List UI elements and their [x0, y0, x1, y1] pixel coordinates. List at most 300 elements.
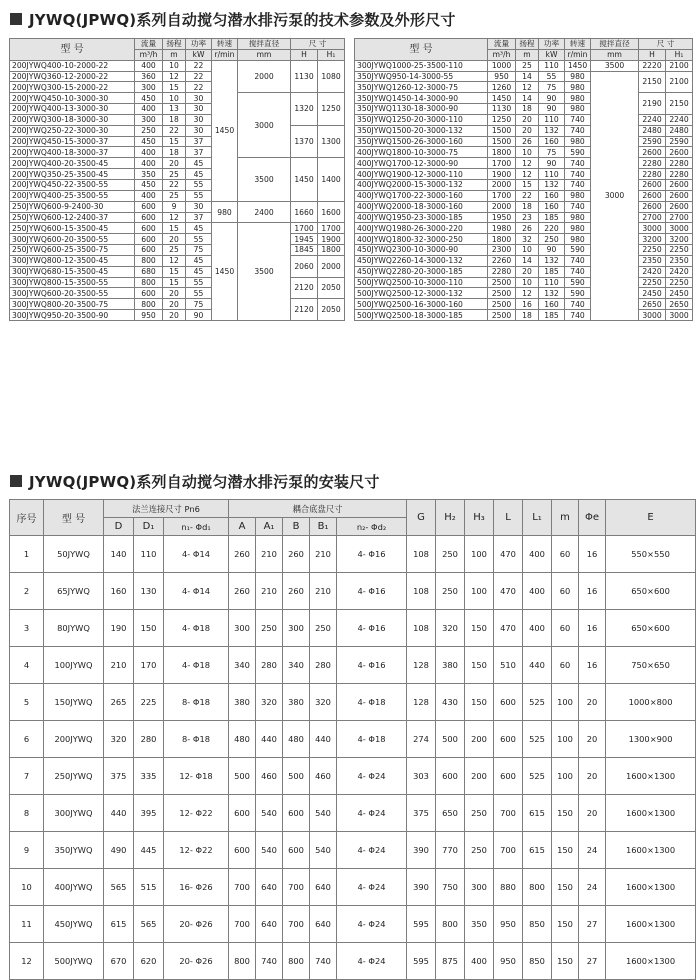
size-H-cell: 2600 — [639, 190, 666, 201]
G-cell: 390 — [407, 832, 436, 869]
model-cell: 350JYWQ — [44, 832, 104, 869]
H3-cell: 200 — [465, 721, 494, 758]
L-cell: 950 — [494, 906, 523, 943]
L-cell: 600 — [494, 721, 523, 758]
A1-cell: 740 — [256, 943, 283, 980]
H2-cell: 600 — [436, 758, 465, 795]
table-row — [10, 245, 345, 256]
col-A1: A₁ — [256, 518, 283, 536]
D1-cell: 445 — [134, 832, 164, 869]
flow-cell: 1250 — [488, 114, 516, 125]
col-H: H — [291, 49, 318, 60]
H3-cell: 250 — [465, 832, 494, 869]
D1-cell: 280 — [134, 721, 164, 758]
H3-cell: 250 — [465, 795, 494, 832]
model-cell: 200JYWQ450-10-3000-30 — [10, 93, 135, 104]
B1-cell: 440 — [310, 721, 337, 758]
A-cell: 800 — [229, 943, 256, 980]
flow-cell: 2000 — [488, 201, 516, 212]
phie-cell: 16 — [579, 536, 606, 573]
H2-cell: 800 — [436, 906, 465, 943]
L1-cell: 850 — [523, 906, 552, 943]
head-cell: 14 — [516, 255, 539, 266]
size-H1-cell: 2350 — [666, 255, 693, 266]
speed-cell: 980 — [565, 82, 591, 93]
size-H-cell: 1450 — [291, 158, 318, 201]
head-cell: 12 — [516, 169, 539, 180]
flow-cell: 400 — [135, 158, 163, 169]
size-H1-cell: 1700 — [318, 223, 345, 234]
size-H1-cell: 2590 — [666, 136, 693, 147]
size-H-cell: 2280 — [639, 169, 666, 180]
power-cell: 90 — [539, 93, 565, 104]
speed-cell: 740 — [565, 169, 591, 180]
col-H1: H₁ — [318, 49, 345, 60]
speed-cell: 980 — [212, 201, 238, 223]
size-H-cell: 1320 — [291, 93, 318, 126]
power-cell: 160 — [539, 190, 565, 201]
stir-diameter-cell: 2400 — [238, 201, 291, 223]
flow-cell: 2280 — [488, 266, 516, 277]
unit-power: kW — [539, 49, 565, 60]
head-cell: 9 — [163, 201, 186, 212]
B-cell: 600 — [283, 795, 310, 832]
E-cell: 1600×1300 — [606, 832, 696, 869]
table-row — [10, 93, 345, 104]
no-cell: 9 — [10, 832, 44, 869]
model-cell: 350JYWQ1500-20-3000-132 — [355, 125, 488, 136]
size-H-cell: 2590 — [639, 136, 666, 147]
power-cell: 30 — [186, 125, 212, 136]
model-cell: 450JYWQ2280-20-3000-185 — [355, 266, 488, 277]
table-row — [10, 234, 345, 245]
L1-cell: 615 — [523, 832, 552, 869]
power-cell: 132 — [539, 288, 565, 299]
power-cell: 110 — [539, 60, 565, 71]
n1-cell: 16- Φ26 — [164, 869, 229, 906]
table-row — [10, 943, 696, 980]
table-row — [10, 255, 345, 266]
D-cell: 140 — [104, 536, 134, 573]
table-row — [355, 288, 693, 299]
head-cell: 14 — [516, 71, 539, 82]
model-cell: 200JYWQ400-10-2000-22 — [10, 60, 135, 71]
B-cell: 700 — [283, 869, 310, 906]
size-H-cell: 2250 — [639, 277, 666, 288]
model-cell: 400JYWQ1800-32-3000-250 — [355, 234, 488, 245]
A1-cell: 320 — [256, 684, 283, 721]
E-cell: 1600×1300 — [606, 869, 696, 906]
size-H-cell: 3000 — [639, 310, 666, 321]
model-cell: 300JYWQ800-12-3500-45 — [10, 255, 135, 266]
speed-cell: 590 — [565, 288, 591, 299]
flow-cell: 950 — [135, 310, 163, 321]
size-H-cell: 2220 — [639, 60, 666, 71]
E-cell: 1600×1300 — [606, 906, 696, 943]
D1-cell: 515 — [134, 869, 164, 906]
n1-cell: 8- Φ18 — [164, 684, 229, 721]
model-cell: 500JYWQ — [44, 943, 104, 980]
flow-cell: 600 — [135, 212, 163, 223]
speed-cell: 740 — [565, 255, 591, 266]
head-cell: 20 — [163, 234, 186, 245]
phie-cell: 27 — [579, 906, 606, 943]
speed-cell: 590 — [565, 245, 591, 256]
H2-cell: 380 — [436, 647, 465, 684]
D1-cell: 170 — [134, 647, 164, 684]
size-H-cell: 2240 — [639, 114, 666, 125]
size-H1-cell: 1300 — [318, 125, 345, 158]
unit-head: m — [516, 49, 539, 60]
phie-cell: 16 — [579, 573, 606, 610]
model-cell: 200JYWQ300-15-2000-22 — [10, 82, 135, 93]
L1-cell: 850 — [523, 943, 552, 980]
flow-cell: 800 — [135, 255, 163, 266]
flow-cell: 2500 — [488, 310, 516, 321]
model-cell: 450JYWQ2260-14-3000-132 — [355, 255, 488, 266]
model-cell: 400JYWQ — [44, 869, 104, 906]
n2-cell: 4- Φ16 — [337, 647, 407, 684]
D-cell: 615 — [104, 906, 134, 943]
col-coupling: 耦合底盘尺寸 — [229, 500, 407, 518]
B-cell: 480 — [283, 721, 310, 758]
A-cell: 340 — [229, 647, 256, 684]
head-cell: 18 — [516, 104, 539, 115]
A1-cell: 210 — [256, 573, 283, 610]
B1-cell: 210 — [310, 536, 337, 573]
size-H-cell: 1660 — [291, 201, 318, 223]
E-cell: 1300×900 — [606, 721, 696, 758]
table-row — [10, 60, 345, 71]
table-row — [10, 299, 345, 310]
no-cell: 5 — [10, 684, 44, 721]
head-cell: 14 — [516, 93, 539, 104]
model-cell: 400JYWQ1800-10-3000-75 — [355, 147, 488, 158]
col-flange: 法兰连接尺寸 Pn6 — [104, 500, 229, 518]
model-cell: 400JYWQ1900-12-3000-110 — [355, 169, 488, 180]
model-cell: 400JYWQ2000-18-3000-160 — [355, 201, 488, 212]
H2-cell: 875 — [436, 943, 465, 980]
model-cell: 350JYWQ1450-14-3000-90 — [355, 93, 488, 104]
head-cell: 15 — [163, 82, 186, 93]
size-H1-cell: 1900 — [318, 234, 345, 245]
no-cell: 4 — [10, 647, 44, 684]
H2-cell: 430 — [436, 684, 465, 721]
head-cell: 18 — [163, 147, 186, 158]
model-cell: 65JYWQ — [44, 573, 104, 610]
head-cell: 20 — [163, 310, 186, 321]
power-cell: 75 — [539, 82, 565, 93]
col-E: E — [606, 500, 696, 536]
phie-cell: 20 — [579, 795, 606, 832]
model-cell: 350JYWQ1260-12-3000-75 — [355, 82, 488, 93]
head-cell: 15 — [163, 223, 186, 234]
size-H1-cell: 2050 — [318, 277, 345, 299]
B-cell: 300 — [283, 610, 310, 647]
size-H1-cell: 2100 — [666, 71, 693, 93]
power-cell: 132 — [539, 125, 565, 136]
size-H1-cell: 1400 — [318, 158, 345, 201]
D1-cell: 565 — [134, 906, 164, 943]
table-row — [355, 93, 693, 104]
col-stir: 搅拌直径 — [591, 39, 639, 50]
D-cell: 190 — [104, 610, 134, 647]
head-cell: 26 — [516, 136, 539, 147]
D-cell: 440 — [104, 795, 134, 832]
B1-cell: 540 — [310, 832, 337, 869]
table-row — [10, 536, 696, 573]
flow-cell: 250 — [135, 125, 163, 136]
model-cell: 400JYWQ1700-12-3000-90 — [355, 158, 488, 169]
D1-cell: 130 — [134, 573, 164, 610]
n2-cell: 4- Φ16 — [337, 610, 407, 647]
no-cell: 11 — [10, 906, 44, 943]
model-cell: 350JYWQ1250-20-3000-110 — [355, 114, 488, 125]
n2-cell: 4- Φ24 — [337, 869, 407, 906]
speed-cell: 980 — [565, 71, 591, 82]
power-cell: 110 — [539, 114, 565, 125]
col-B: B — [283, 518, 310, 536]
model-cell: 200JYWQ400-18-3000-37 — [10, 147, 135, 158]
unit-stir: mm — [591, 49, 639, 60]
head-cell: 15 — [516, 179, 539, 190]
table-row — [355, 136, 693, 147]
L1-cell: 525 — [523, 684, 552, 721]
table-row — [10, 158, 345, 169]
flow-cell: 1500 — [488, 125, 516, 136]
A1-cell: 540 — [256, 832, 283, 869]
H3-cell: 150 — [465, 684, 494, 721]
col-power: 功率 — [539, 39, 565, 50]
table-row — [10, 758, 696, 795]
flow-cell: 600 — [135, 288, 163, 299]
D1-cell: 620 — [134, 943, 164, 980]
A1-cell: 210 — [256, 536, 283, 573]
head-cell: 32 — [516, 234, 539, 245]
size-H1-cell: 1800 — [318, 245, 345, 256]
model-cell: 400JYWQ1700-22-3000-160 — [355, 190, 488, 201]
power-cell: 75 — [186, 245, 212, 256]
m-cell: 150 — [552, 795, 579, 832]
speed-cell: 740 — [565, 125, 591, 136]
flow-cell: 600 — [135, 223, 163, 234]
head-cell: 20 — [163, 299, 186, 310]
n2-cell: 4- Φ18 — [337, 721, 407, 758]
size-H-cell: 1370 — [291, 125, 318, 158]
table-row — [10, 795, 696, 832]
flow-cell: 950 — [488, 71, 516, 82]
model-cell: 200JYWQ300-18-3000-30 — [10, 114, 135, 125]
power-cell: 30 — [186, 201, 212, 212]
power-cell: 45 — [186, 266, 212, 277]
D-cell: 670 — [104, 943, 134, 980]
size-H1-cell: 2600 — [666, 190, 693, 201]
flow-cell: 1700 — [488, 158, 516, 169]
model-cell: 200JYWQ400-20-3500-45 — [10, 158, 135, 169]
L-cell: 600 — [494, 758, 523, 795]
head-cell: 13 — [163, 104, 186, 115]
H3-cell: 400 — [465, 943, 494, 980]
unit-power: kW — [186, 49, 212, 60]
G-cell: 128 — [407, 647, 436, 684]
size-H1-cell: 2650 — [666, 299, 693, 310]
flow-cell: 1980 — [488, 223, 516, 234]
size-H-cell: 2060 — [291, 255, 318, 277]
col-size: 尺 寸 — [291, 39, 345, 50]
head-cell: 18 — [516, 201, 539, 212]
model-cell: 300JYWQ950-20-3500-90 — [10, 310, 135, 321]
size-H-cell: 2700 — [639, 212, 666, 223]
head-cell: 12 — [163, 212, 186, 223]
col-L1: L₁ — [523, 500, 552, 536]
n2-cell: 4- Φ24 — [337, 943, 407, 980]
model-cell: 250JYWQ600-12-2400-37 — [10, 212, 135, 223]
col-size: 尺 寸 — [639, 39, 693, 50]
power-cell: 55 — [539, 71, 565, 82]
col-H3: H₃ — [465, 500, 494, 536]
speed-cell: 740 — [565, 179, 591, 190]
model-cell: 500JYWQ2500-16-3000-160 — [355, 299, 488, 310]
size-H-cell: 2150 — [639, 71, 666, 93]
unit-stir: mm — [238, 49, 291, 60]
table-row — [10, 201, 345, 212]
technical-table-right — [354, 38, 693, 321]
size-H1-cell: 2600 — [666, 179, 693, 190]
phie-cell: 24 — [579, 869, 606, 906]
technical-table-left — [9, 38, 345, 321]
flow-cell: 300 — [135, 82, 163, 93]
power-cell: 110 — [539, 277, 565, 288]
no-cell: 12 — [10, 943, 44, 980]
table-row — [10, 610, 696, 647]
speed-cell: 590 — [565, 147, 591, 158]
col-head: 扬程 — [516, 39, 539, 50]
col-H2: H₂ — [436, 500, 465, 536]
B1-cell: 540 — [310, 795, 337, 832]
flow-cell: 2500 — [488, 277, 516, 288]
n1-cell: 20- Φ26 — [164, 906, 229, 943]
no-cell: 1 — [10, 536, 44, 573]
power-cell: 55 — [186, 277, 212, 288]
A-cell: 300 — [229, 610, 256, 647]
D-cell: 210 — [104, 647, 134, 684]
table-row — [355, 234, 693, 245]
head-cell: 20 — [516, 114, 539, 125]
no-cell: 6 — [10, 721, 44, 758]
head-cell: 12 — [516, 82, 539, 93]
power-cell: 22 — [186, 60, 212, 71]
col-model: 型 号 — [44, 500, 104, 536]
power-cell: 110 — [539, 169, 565, 180]
G-cell: 303 — [407, 758, 436, 795]
flow-cell: 2500 — [488, 288, 516, 299]
m-cell: 60 — [552, 647, 579, 684]
power-cell: 37 — [186, 212, 212, 223]
col-stir: 搅拌直径 — [238, 39, 291, 50]
model-cell: 300JYWQ1000-25-3500-110 — [355, 60, 488, 71]
B-cell: 500 — [283, 758, 310, 795]
n2-cell: 4- Φ18 — [337, 684, 407, 721]
size-H1-cell: 1080 — [318, 60, 345, 93]
H2-cell: 250 — [436, 573, 465, 610]
unit-speed: r/min — [212, 49, 238, 60]
H2-cell: 770 — [436, 832, 465, 869]
size-H1-cell: 2000 — [318, 255, 345, 277]
E-cell: 1600×1300 — [606, 795, 696, 832]
flow-cell: 350 — [135, 169, 163, 180]
speed-cell: 590 — [565, 277, 591, 288]
speed-cell: 740 — [565, 114, 591, 125]
install-table — [9, 499, 696, 980]
size-H-cell: 2600 — [639, 201, 666, 212]
size-H-cell: 2600 — [639, 179, 666, 190]
power-cell: 55 — [186, 234, 212, 245]
power-cell: 160 — [539, 201, 565, 212]
L1-cell: 400 — [523, 610, 552, 647]
table-row — [355, 71, 693, 82]
A-cell: 380 — [229, 684, 256, 721]
speed-cell: 740 — [565, 266, 591, 277]
col-speed: 转速 — [212, 39, 238, 50]
D-cell: 565 — [104, 869, 134, 906]
model-cell: 80JYWQ — [44, 610, 104, 647]
n1-cell: 4- Φ14 — [164, 573, 229, 610]
flow-cell: 450 — [135, 136, 163, 147]
head-cell: 25 — [163, 169, 186, 180]
power-cell: 30 — [186, 114, 212, 125]
speed-cell: 980 — [565, 212, 591, 223]
L-cell: 470 — [494, 573, 523, 610]
col-head: 扬程 — [163, 39, 186, 50]
A1-cell: 640 — [256, 906, 283, 943]
size-H-cell: 2120 — [291, 277, 318, 299]
head-cell: 15 — [163, 136, 186, 147]
m-cell: 150 — [552, 943, 579, 980]
A-cell: 500 — [229, 758, 256, 795]
size-H1-cell: 2700 — [666, 212, 693, 223]
power-cell: 75 — [186, 299, 212, 310]
speed-cell: 980 — [565, 190, 591, 201]
n2-cell: 4- Φ24 — [337, 832, 407, 869]
B-cell: 380 — [283, 684, 310, 721]
L1-cell: 615 — [523, 795, 552, 832]
phie-cell: 16 — [579, 647, 606, 684]
size-H1-cell: 2050 — [318, 299, 345, 321]
D-cell: 160 — [104, 573, 134, 610]
model-cell: 400JYWQ1980-26-3000-220 — [355, 223, 488, 234]
table-row — [355, 190, 693, 201]
no-cell: 2 — [10, 573, 44, 610]
power-cell: 185 — [539, 266, 565, 277]
size-H-cell: 2350 — [639, 255, 666, 266]
H3-cell: 100 — [465, 536, 494, 573]
m-cell: 150 — [552, 832, 579, 869]
head-cell: 20 — [516, 125, 539, 136]
model-cell: 500JYWQ2500-12-3000-132 — [355, 288, 488, 299]
flow-cell: 360 — [135, 71, 163, 82]
flow-cell: 2000 — [488, 179, 516, 190]
n1-cell: 8- Φ18 — [164, 721, 229, 758]
table-row — [355, 277, 693, 288]
power-cell: 30 — [186, 93, 212, 104]
B1-cell: 640 — [310, 869, 337, 906]
col-D: D — [104, 518, 134, 536]
E-cell: 1000×800 — [606, 684, 696, 721]
power-cell: 132 — [539, 179, 565, 190]
head-cell: 12 — [163, 255, 186, 266]
table-row — [355, 299, 693, 310]
power-cell: 55 — [186, 190, 212, 201]
